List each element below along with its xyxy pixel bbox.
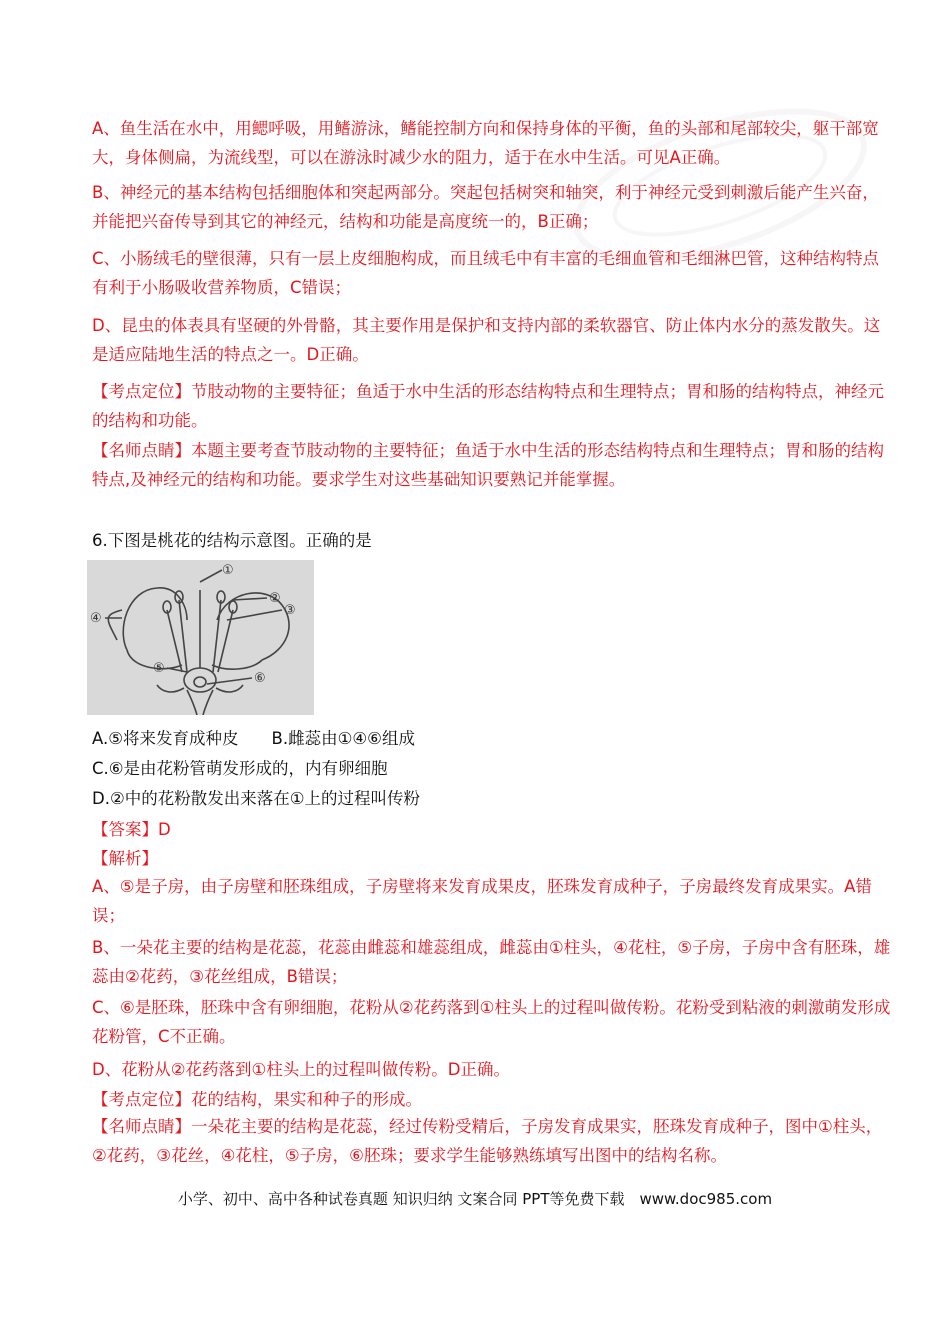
prev-mingshi: 【名师点睛】本题主要考查节肢动物的主要特征；鱼适于水中生活的形态结构特点和生理特点；胃和肠的结构特点,及神经元的结构和功能。要求学生对这些基础知识要熟记并能掌握。 <box>92 441 884 489</box>
label-5: ⑤ <box>153 661 165 676</box>
options-a-b: A.⑤将来发育成种皮 B.雌蕊由①④⑥组成 <box>92 729 415 748</box>
option-d: D.②中的花粉散发出来落在①上的过程叫传粉 <box>92 789 421 808</box>
kaodian: 【考点定位】花的结构，果实和种子的形成。 <box>92 1090 422 1109</box>
analysis-c: C、⑥是胚珠，胚珠中含有卵细胞，花粉从②花药落到①柱头上的过程叫做传粉。花粉受到粘液的刺激萌发形成花粉管，C不正确。 <box>92 998 891 1046</box>
analysis-b: B、一朵花主要的结构是花蕊，花蕊由雌蕊和雄蕊组成，雌蕊由①柱头，④花柱，⑤子房，子房中含有胚珠，雄蕊由②花药，③花丝组成，B错误； <box>92 938 891 986</box>
analysis-title: 【解析】 <box>92 849 158 868</box>
prev-analysis-a: A、鱼生活在水中，用鳃呼吸，用鳍游泳，鳍能控制方向和保持身体的平衡，鱼的头部和尾部较尖，躯干部宽大，身体侧扁，为流线型，可以在游泳时减少水的阻力，适于在水中生活。可见A正确。 <box>92 119 879 167</box>
label-3: ③ <box>284 603 296 618</box>
prev-analysis-d: D、昆虫的体表具有坚硬的外骨骼，其主要作用是保护和支持内部的柔软器官、防止体内水分的蒸发散失。这是适应陆地生活的特点之一。D正确。 <box>92 316 881 364</box>
analysis-a: A、⑤是子房，由子房壁和胚珠组成，子房壁将来发育成果皮，胚珠发育成种子，子房最终发育成果实。A错误； <box>92 877 872 925</box>
prev-kaodian: 【考点定位】节肢动物的主要特征；鱼适于水中生活的形态结构特点和生理特点；胃和肠的结构特点，神经元的结构和功能。 <box>92 382 884 430</box>
label-2: ② <box>269 591 281 606</box>
label-4: ④ <box>90 611 102 626</box>
peach-flower-diagram <box>87 560 314 715</box>
label-6: ⑥ <box>254 671 266 686</box>
option-c: C.⑥是由花粉管萌发形成的，内有卵细胞 <box>92 759 388 778</box>
label-1: ① <box>222 563 234 578</box>
prev-analysis-b: B、神经元的基本结构包括细胞体和突起两部分。突起包括树突和轴突，利于神经元受到刺激后能产生兴奋，并能把兴奋传导到其它的神经元，结构和功能是高度统一的，B正确； <box>92 183 879 231</box>
page-footer: 小学、初中、高中各种试卷真题 知识归纳 文案合同 PPT等免费下载 www.doc985.com <box>177 1190 773 1208</box>
flower-structure-svg <box>87 560 314 715</box>
analysis-d: D、花粉从②花药落到①柱头上的过程叫做传粉。D正确。 <box>92 1060 510 1079</box>
question-6-stem: 6.下图是桃花的结构示意图。正确的是 <box>92 531 372 550</box>
answer-label: 【答案】D <box>92 820 171 839</box>
mingshi: 【名师点睛】一朵花主要的结构是花蕊，经过传粉受精后，子房发育成果实，胚珠发育成种子，图中①柱头，②花药，③花丝，④花柱，⑤子房，⑥胚珠；要求学生能够熟练填写出图中的结构名称。 <box>92 1117 883 1165</box>
prev-analysis-c: C、小肠绒毛的壁很薄，只有一层上皮细胞构成，而且绒毛中有丰富的毛细血管和毛细淋巴管，这种结构特点有利于小肠吸收营养物质，C错误； <box>92 249 880 297</box>
